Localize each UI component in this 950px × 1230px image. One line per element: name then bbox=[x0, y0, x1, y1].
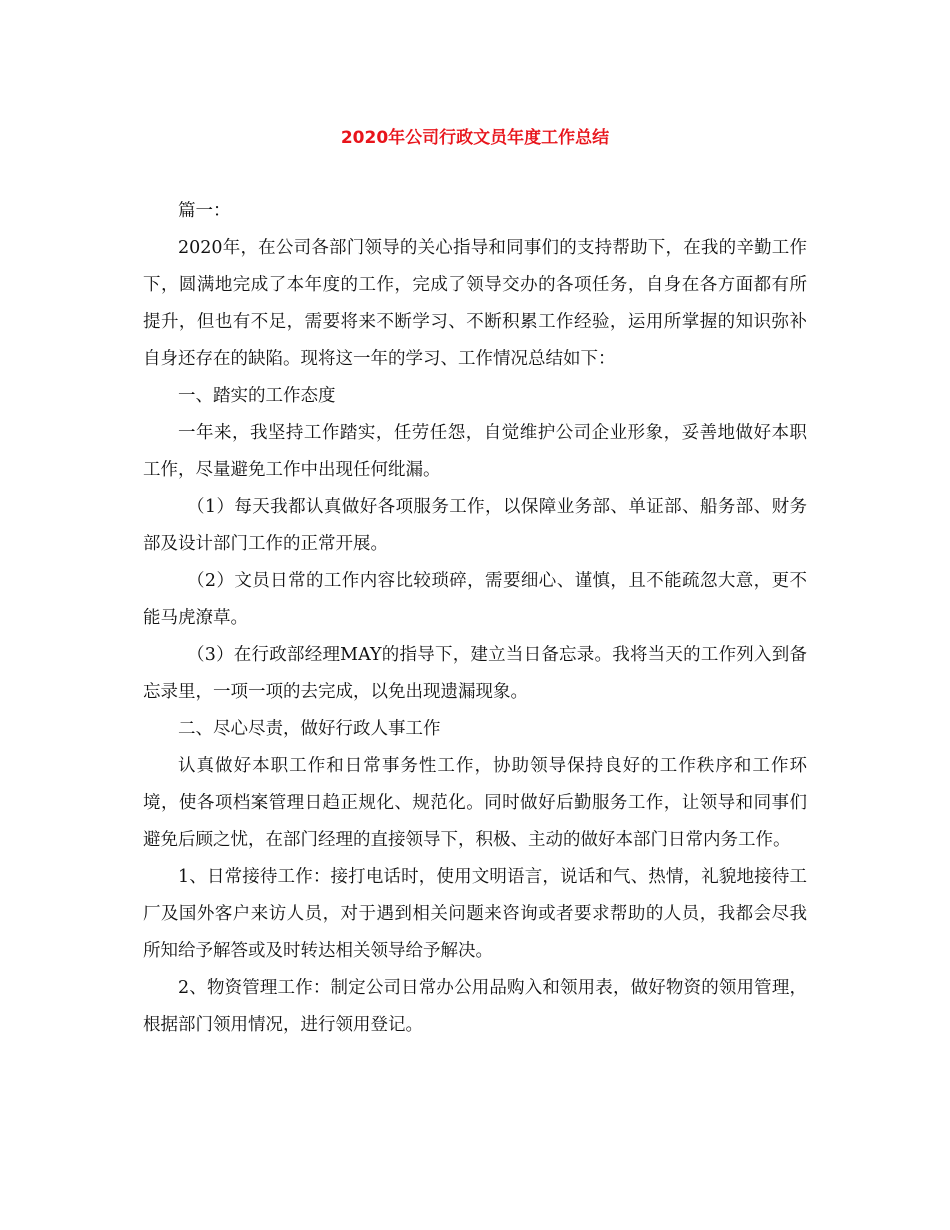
document-title: 2020年公司行政文员年度工作总结 bbox=[340, 128, 610, 148]
paragraph-reception-work: 1、日常接待工作：接打电话时，使用文明语言，说话和气、热情，礼貌地接待工厂及国外客户来访人员，对于遇到相关问题来咨询或者要求帮助的人员，我都会尽我所知给予解答或及时转达相关领导给予解决。 bbox=[143, 867, 807, 961]
list-item-1: （1）每天我都认真做好各项服务工作，以保障业务部、单证部、船务部、财务部及设计部门工作的正常开展。 bbox=[143, 497, 807, 554]
paragraph-admin-work: 认真做好本职工作和日常事务性工作，协助领导保持良好的工作秩序和工作环境，使各项档案管理日趋正规化、规范化。同时做好后勤服务工作，让领导和同事们避免后顾之忧，在部门经理的直接领导下，积极、主动的做好本部门日常内务工作。 bbox=[143, 756, 807, 850]
heading-work-attitude: 一、踏实的工作态度 bbox=[178, 386, 336, 406]
list-item-2: （2）文员日常的工作内容比较琐碎，需要细心、谨慎，且不能疏忽大意，更不能马虎潦草。 bbox=[143, 571, 807, 628]
heading-admin-work: 二、尽心尽责，做好行政人事工作 bbox=[178, 719, 441, 739]
intro-paragraph: 2020年，在公司各部门领导的关心指导和同事们的支持帮助下，在我的辛勤工作下，圆满地完成了本年度的工作，完成了领导交办的各项任务，自身在各方面都有所提升，但也有不足，需要将来不断学习、不断积累工作经验，运用所掌握的知识弥补自身还存在的缺陷。现将这一年的学习、工作情况总结如下： bbox=[143, 238, 807, 369]
section-label-part-one: 篇一： bbox=[178, 201, 231, 221]
paragraph-supplies-management: 2、物资管理工作：制定公司日常办公用品购入和领用表，做好物资的领用管理，根据部门领用情况，进行领用登记。 bbox=[143, 978, 807, 1035]
paragraph-work-attitude: 一年来，我坚持工作踏实，任劳任怨，自觉维护公司企业形象，妥善地做好本职工作，尽量避免工作中出现任何纰漏。 bbox=[143, 423, 807, 480]
document-body bbox=[143, 193, 807, 1044]
list-item-3: （3）在行政部经理MAY的指导下，建立当日备忘录。我将当天的工作列入到备忘录里，一项一项的去完成，以免出现遗漏现象。 bbox=[143, 645, 807, 702]
